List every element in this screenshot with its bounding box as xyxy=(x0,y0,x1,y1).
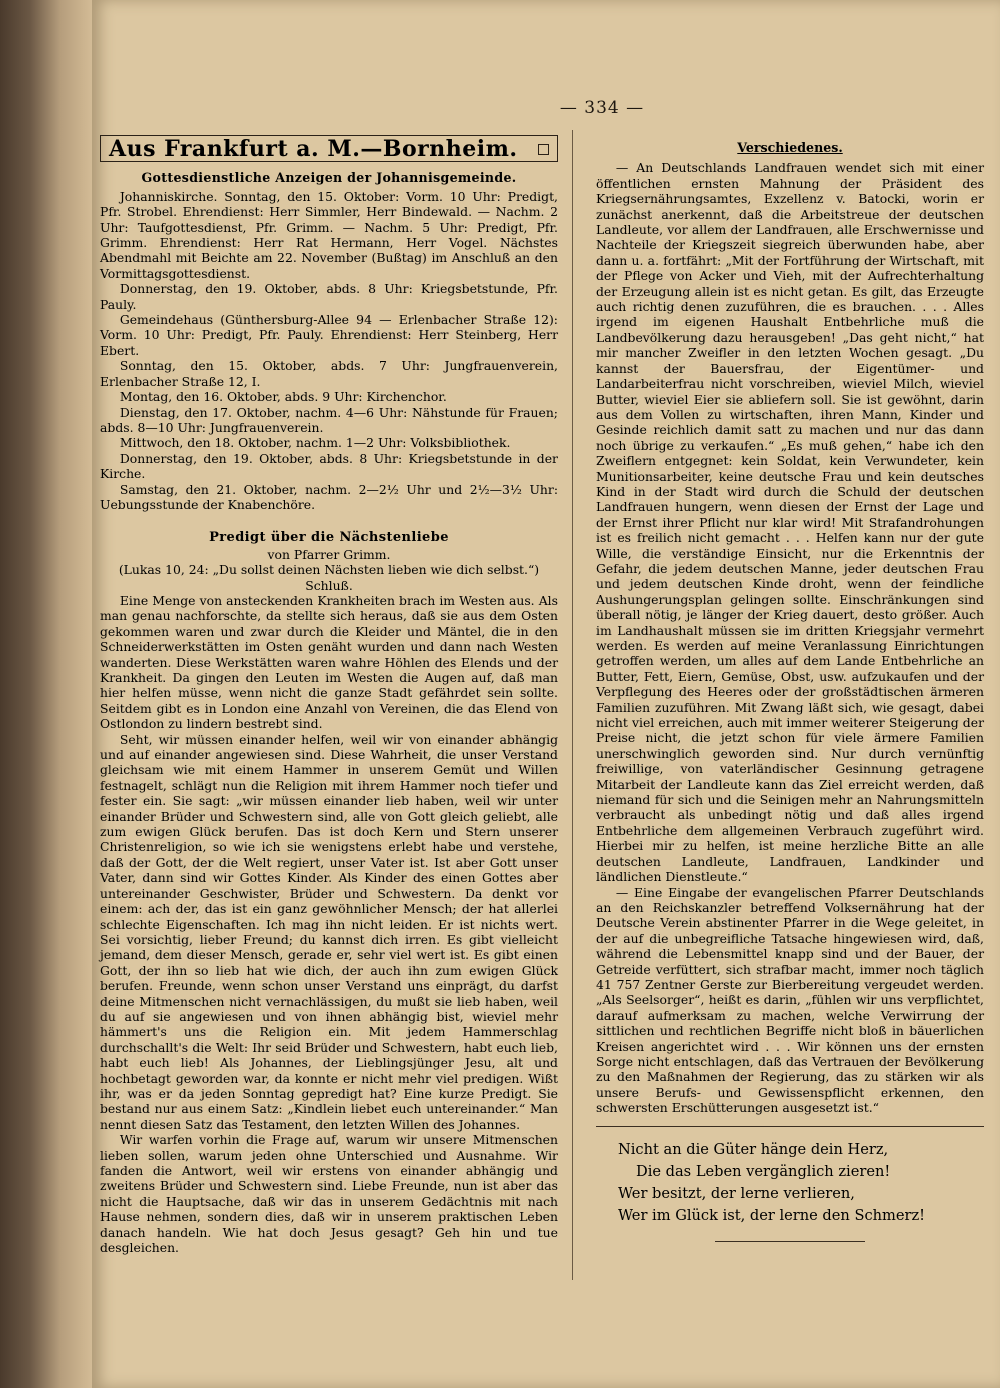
poem-line: Wer besitzt, der lerne verlieren, xyxy=(618,1184,855,1202)
sermon-part-label: Schluß. xyxy=(305,577,353,593)
sermon-paragraph: Wir warfen vorhin die Frage auf, warum wir unsere Mitmenschen lieben sollen, warum jeden ohne Unterschied und Ausnahme. Wir fanden die Antwort, weil wir erstens von einander abhängig und zweitens Brüder und Schwestern sind. Liebe Freunde, nun ist aber das nicht die Hauptsache, daß wir das in unserem Gedächtnis mit nach Hause nehmen, sondern dies, daß wir in unserem praktischen Leben danach handeln. Wie hat doch Jesus gesagt? Geh hin und tue desgleichen. xyxy=(100,1132,558,1256)
gottesdienst-paragraph: Gemeindehaus (Günthersburg-Allee 94 — Erlenbacher Straße 12): Vorm. 10 Uhr: Predigt, Pfr. Pauly. Ehrendienst: Herr Steinberg, Herr Ebert. xyxy=(100,312,558,358)
column-divider xyxy=(572,130,573,1280)
gottesdienst-paragraph: Samstag, den 21. Oktober, nachm. 2—2½ Uhr und 2½—3½ Uhr: Uebungsstunde der Knabenchöre. xyxy=(100,481,558,512)
gottesdienst-paragraph: Johanniskirche. Sonntag, den 15. Oktober: Vorm. 10 Uhr: Predigt, Pfr. Strobel. Ehrendienst: Herr Simmler, Herr Bindewald. — Nachm. 2 Uhr: Taufgottesdienst, Pfr. Grimm. — Nachm. 5 Uhr: Predigt, Pfr. Grimm. Ehrendienst: Herr Rat Hermann, Herr Vogel. Nächstes Abendmahl mit Beichte am 22. November (Bußtag) im Anschluß an den Vormittagsgottesdienst. xyxy=(100,188,558,281)
poem-line: Nicht an die Güter hänge dein Herz, xyxy=(618,1140,889,1158)
section-rule xyxy=(596,1126,984,1127)
gottesdienst-paragraph: Montag, den 16. Oktober, abds. 9 Uhr: Kirchenchor. xyxy=(119,389,447,405)
book-page-edges xyxy=(0,0,100,1388)
poem-line: Die das Leben vergänglich zieren! xyxy=(636,1162,891,1180)
gottesdienst-paragraph: Mittwoch, den 18. Oktober, nachm. 1—2 Uhr: Volksbibliothek. xyxy=(119,435,511,451)
gottesdienst-heading: Gottesdienstliche Anzeigen der Johannisgemeinde. xyxy=(141,170,517,186)
masthead-title: Aus Frankfurt a. M.—Bornheim. xyxy=(109,136,518,162)
square-ornament-icon xyxy=(538,144,549,155)
poem-end-rule xyxy=(715,1241,865,1242)
sermon-author: von Pfarrer Grimm. xyxy=(267,546,391,562)
sermon-paragraph: Eine Menge von ansteckenden Krankheiten brach im Westen aus. Als man genau nachforschte, da stellte sich heraus, daß sie aus dem Osten gekommen waren und zwar durch die Kleider und Mäntel, die in den Schneiderwerkstätten im Osten genäht wurden und dann nach Westen wanderten. Diese Werkstätten waren wahre Höhlen des Elends und der Krankheit. Da gingen den Leuten im Westen die Augen auf, daß man hier helfen müsse, wenn nicht die ganze Stadt gefährdet sein sollte. Seitdem gibt es in London eine Anzahl von Vereinen, die das Elend von Ostlondon zu lindern bestrebt sind. xyxy=(100,592,558,732)
gottesdienst-paragraph: Sonntag, den 15. Oktober, abds. 7 Uhr: Jungfrauenverein, Erlenbacher Straße 12, I. xyxy=(100,358,558,389)
page-number: — 334 — xyxy=(559,98,645,118)
gottesdienst-paragraph: Dienstag, den 17. Oktober, nachm. 4—6 Uhr: Nähstunde für Frauen; abds. 8—10 Uhr: Jungfrauenverein. xyxy=(100,404,558,435)
masthead-box xyxy=(100,135,558,162)
gottesdienst-paragraph: Donnerstag, den 19. Oktober, abds. 8 Uhr: Kriegsbetstunde in der Kirche. xyxy=(100,450,558,482)
gottesdienst-paragraph: Donnerstag, den 19. Oktober, abds. 8 Uhr: Kriegsbetstunde, Pfr. Pauly. xyxy=(100,281,558,312)
sermon-scripture-ref: (Lukas 10, 24: „Du sollst deinen Nächsten lieben wie dich selbst.“) xyxy=(118,562,540,578)
right-column xyxy=(596,128,984,1242)
poem-line: Wer im Glück ist, der lerne den Schmerz! xyxy=(618,1206,926,1224)
closing-poem xyxy=(596,1139,984,1227)
left-column xyxy=(100,135,558,1255)
sermon-paragraph: Seht, wir müssen einander helfen, weil wir von einander abhängig und auf einander angewiesen sind. Diese Wahrheit, die unser Verstand gleichsam wie mit einem Hammer in unserem Gemüt und Willen festnagelt, schlägt nun die Religion mit ihrem Hammer noch tiefer und fester ein. Sie sagt: „wir müssen einander lieb haben, weil wir unter einander Brüder und Schwestern sind, alle von Gott gleich geliebt, alle zum ewigen Glück berufen. Das ist doch Kern und Stern unserer Christenreligion, so wie ich sie wenigstens erlebt habe und verstehe, daß der Gott, der die Welt regiert, unser Vater ist. Ist aber Gott unser Vater, dann sind wir Gottes Kinder. Als Kinder des einen Gottes aber untereinander Geschwister, Brüder und Schwestern. Da denkt vor einem: ach der, das ist ein ganz gewöhnlicher Mensch; der hat allerlei schlechte Eigenschaften. Ich mag ihn nicht leiden. Er ist nichts wert. Sei vorsichtig, lieber Freund; du kannst dich irren. Es gibt vielleicht jemand, dem dieser Mensch, gerade er, sehr viel wert ist. Es gibt einen Gott, der ihn so lieb hat wie dich, der auch ihn zum ewigen Glück berufen. Freunde, wenn schon unser Verstand uns einprägt, du darfst deine Mitmenschen nicht vernachlässigen, du mußt sie lieb haben, weil du auf sie angewiesen und von ihnen abhängig bist, wieviel mehr hämmert's uns die Religion ein. Mit jedem Hammerschlag durchschallt's die Welt: Ihr seid Brüder und Schwestern, habt euch lieb, habt euch lieb! Als Johannes, der Lieblingsjünger Jesu, alt und hochbetagt geworden war, da konnte er nicht mehr viel predigen. Wißt ihr, was er da jeden Sonntag gepredigt hat? Eine kurze Predigt. Sie bestand nur aus einem Satz: „Kindlein liebet euch untereinander.“ Man nennt diesen Satz das Testament, den letzten Willen des Johannes. xyxy=(100,731,558,1132)
verschiedenes-heading: Verschiedenes. xyxy=(737,140,843,155)
sermon-title: Predigt über die Nächstenliebe xyxy=(209,530,449,546)
verschiedenes-paragraph: — An Deutschlands Landfrauen wendet sich mit einer öffentlichen ernsten Mahnung der Präsident des Kriegsernährungsamtes, Exzellenz v. Batocki, worin er zunächst anerkennt, daß die Arbeitstreue der deutschen Landleute, vor allem der Landfrauen, alle Erschwernisse und Nachteile der Kriegszeit siegreich überwunden habe, aber dann u. a. fortfährt: „Mit der Fortführung der Wirtschaft, mit der Pflege von Acker und Vieh, mit der Aufrechterhaltung der Erzeugung allein ist es nicht getan. Es gilt, das Erzeugte auch richtig denen zuzuführen, die es brauchen. . . . Alles irgend im eigenen Haushalt Entbehrliche muß die Landbevölkerung dazu herausgeben! „Das geht nicht,“ hat mir mancher Zweifler in den letzten Wochen gesagt. „Du kannst der Bauersfrau, der Eigentümer- und Landarbeiterfrau nicht vorschreiben, wieviel Milch, wieviel Butter, wieviel Eier sie abliefern soll. Sie ist gewöhnt, darin aus dem Vollen zu wirtschaften, ihren Mann, Kinder und Gesinde reichlich damit satt zu machen und nur das dann noch übrige zu verkaufen.“ „Es muß gehen,“ habe ich den Zweiflern entgegnet: kein Soldat, kein Verwundeter, kein Munitionsarbeiter, keine deutsche Frau und kein deutsches Kind in der Stadt wird durch die Schuld der deutschen Landfrauen hungern, wenn diesen der Ernst der Lage und der Ernst ihrer Pflicht nur klar wird! Mit Strafandrohungen ist es freilich nicht gemacht . . . Helfen kann nur der gute Wille, die verständige Einsicht, nur die Erkenntnis der Gefahr, die jedem deutschen Manne, jeder deutschen Frau und jedem deutschen Kinde droht, wenn der feindliche Aushungerungsplan gelingen sollte. Einschränkungen sind überall nötig, je länger der Krieg dauert, desto größer. Auch im Landhaushalt müssen sie im dritten Kriegsjahr vermehrt werden. Es werden auf meine Veranlassung Einrichtungen getroffen werden, um alles auf dem Lande Entbehrliche an Butter, Fett, Eiern, Gemüse, Obst, usw. aufzukaufen und der Verpflegung des Heeres oder der großstädtischen ärmeren Familien zuzuführen. Mit Zwang läßt sich, wie gesagt, dabei nicht viel erreichen, auch mit immer weiterer Steigerung der Preise nicht, die jetzt schon für viele ärmere Familien unerschwinglich geworden sind. Nur durch vernünftig freiwillige, von vaterländischer Gesinnung getragene Mitarbeit der Landleute kann das Ziel erreicht werden, daß niemand für sich und die Seinigen mehr an Nahrungsmitteln verbraucht als unbedingt nötig und daß alles irgend Entbehrliche dem allgemeinen Verbrauch zugeführt wird. Hierbei mir zu helfen, ist meine herzliche Bitte an alle deutschen Landleute, Landfrauen, Landkinder und ländlichen Dienstleute.“ xyxy=(596,160,984,885)
verschiedenes-paragraph: — Eine Eingabe der evangelischen Pfarrer Deutschlands an den Reichskanzler betreffend Volksernährung hat der Deutsche Verein abstinenter Pfarrer in die Wege geleitet, in der auf die unbegreifliche Tatsache hingewiesen wird, daß, während die Lebensmittel knapp sind und der Bauer, der Getreide verfüttert, sich strafbar macht, immer noch täglich 41 757 Zentner Gerste zur Bierbereitung vergeudet werden. „Als Seelsorger“, heißt es darin, „fühlen wir uns verpflichtet, darauf aufmerksam zu machen, welche Verwirrung der sittlichen und rechtlichen Begriffe nicht bloß in bäuerlichen Kreisen angerichtet wird . . . Wir können uns der ernsten Sorge nicht entschlagen, daß das Vertrauen der Bevölkerung zu den Maßnahmen der Regierung, das zu stärken wir als unsere Berufs- und Gewissenspflicht erkennen, den schwersten Erschütterungen ausgesetzt ist.“ xyxy=(596,884,984,1116)
